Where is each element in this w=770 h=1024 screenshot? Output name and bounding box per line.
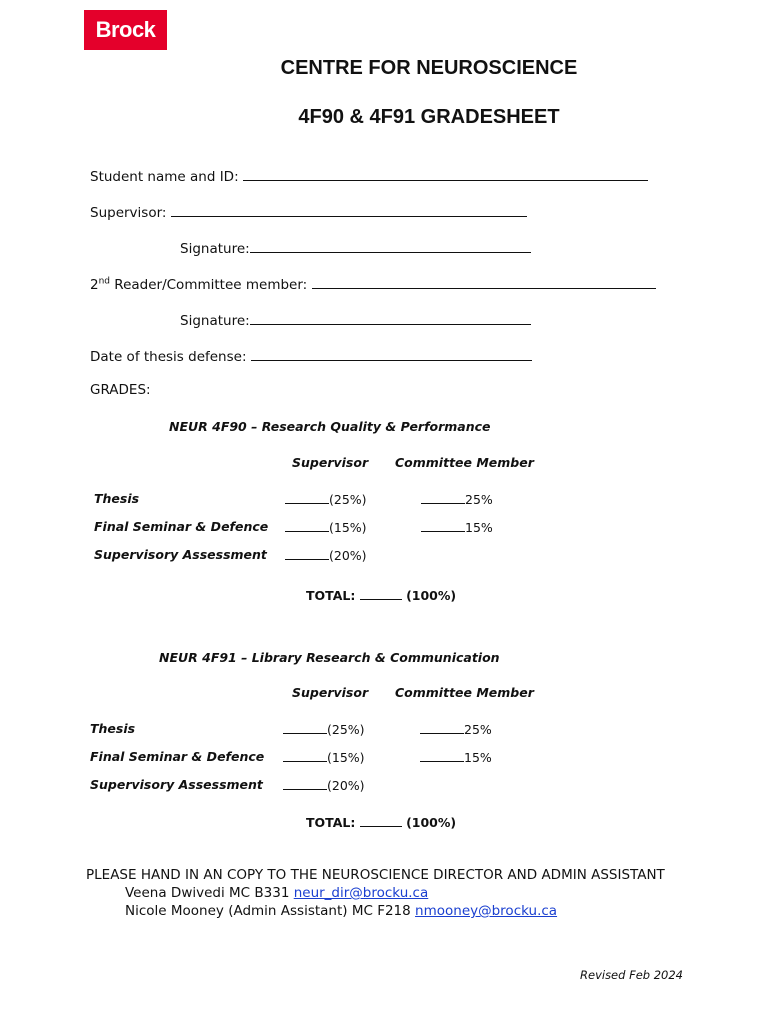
neur4f90-sup-grade: (20%) (285, 547, 367, 563)
neur4f90-row-label: Supervisory Assessment (94, 547, 267, 562)
reader-signature-line[interactable] (250, 310, 531, 325)
date-label: Date of thesis defense: (90, 349, 247, 365)
supervisor-label: Supervisor: (90, 205, 167, 221)
date-input-line[interactable] (251, 346, 532, 361)
supervisor-field (90, 202, 527, 221)
grade-blank[interactable] (420, 749, 464, 762)
neur4f90-com-grade: 15% (421, 519, 493, 535)
neur4f90-com-grade: 25% (421, 491, 493, 507)
grades-heading: GRADES: (90, 382, 151, 398)
grade-blank[interactable] (283, 749, 327, 762)
grade-blank[interactable] (421, 491, 465, 504)
neur4f90-heading: NEUR 4F90 – Research Quality & Performance (169, 419, 491, 434)
neur4f91-com-grade: 25% (420, 721, 492, 737)
page-subtitle: 4F90 & 4F91 GRADESHEET (298, 106, 560, 128)
reader-field (90, 274, 656, 293)
neur4f91-row-label: Thesis (90, 721, 136, 736)
neur4f90-row-label: Final Seminar & Defence (94, 519, 269, 534)
page-title: CENTRE FOR NEUROSCIENCE (280, 57, 578, 79)
grade-blank[interactable] (420, 721, 464, 734)
neur4f91-com-grade: 15% (420, 749, 492, 765)
neur4f90-row-label: Thesis (94, 491, 140, 506)
grade-blank[interactable] (285, 491, 329, 504)
supervisor-signature-line[interactable] (250, 238, 531, 253)
admin-email-link[interactable]: nmooney@brocku.ca (415, 903, 558, 919)
grade-blank[interactable] (421, 519, 465, 532)
grade-blank[interactable] (285, 519, 329, 532)
neur4f90-total: TOTAL: (100%) (306, 588, 457, 603)
student-input-line[interactable] (243, 166, 648, 181)
neur4f90-sup-grade: (25%) (285, 491, 367, 507)
supervisor-signature-field (180, 238, 531, 257)
total-blank[interactable] (360, 587, 402, 600)
neur4f91-row-label: Final Seminar & Defence (90, 749, 265, 764)
contact-director: Veena Dwivedi MC B331 neur_dir@brocku.ca (125, 885, 429, 901)
grade-blank[interactable] (283, 777, 327, 790)
neur4f91-total: TOTAL: (100%) (306, 815, 457, 830)
supervisor-input-line[interactable] (171, 202, 527, 217)
hand-in-instruction: PLEASE HAND IN AN COPY TO THE NEUROSCIENCE DIRECTOR AND ADMIN ASSISTANT (86, 867, 665, 883)
revised-date: Revised Feb 2024 (580, 968, 684, 982)
student-field (90, 166, 648, 185)
student-label: Student name and ID: (90, 169, 239, 185)
reader-signature-field (180, 310, 531, 329)
neur4f91-col-committee: Committee Member (395, 685, 534, 700)
total-blank[interactable] (360, 814, 402, 827)
brock-logo: Brock (84, 10, 167, 50)
neur4f91-row-label: Supervisory Assessment (90, 777, 263, 792)
neur4f91-sup-grade: (20%) (283, 777, 365, 793)
signature-label: Signature: (180, 241, 250, 257)
reader-input-line[interactable] (312, 274, 656, 289)
signature-label: Signature: (180, 313, 250, 329)
director-email-link[interactable]: neur_dir@brocku.ca (293, 885, 429, 901)
contact-admin: Nicole Mooney (Admin Assistant) MC F218 nmooney@brocku.ca (125, 903, 558, 919)
date-field (90, 346, 532, 365)
neur4f91-sup-grade: (25%) (283, 721, 365, 737)
neur4f91-col-supervisor: Supervisor (292, 685, 369, 700)
neur4f90-col-committee: Committee Member (395, 455, 534, 470)
neur4f91-sup-grade: (15%) (283, 749, 365, 765)
neur4f90-sup-grade: (15%) (285, 519, 367, 535)
neur4f91-heading: NEUR 4F91 – Library Research & Communication (159, 650, 500, 665)
reader-label: 2nd Reader/Committee member: (90, 276, 308, 293)
grade-blank[interactable] (283, 721, 327, 734)
grade-blank[interactable] (285, 547, 329, 560)
neur4f90-col-supervisor: Supervisor (292, 455, 369, 470)
